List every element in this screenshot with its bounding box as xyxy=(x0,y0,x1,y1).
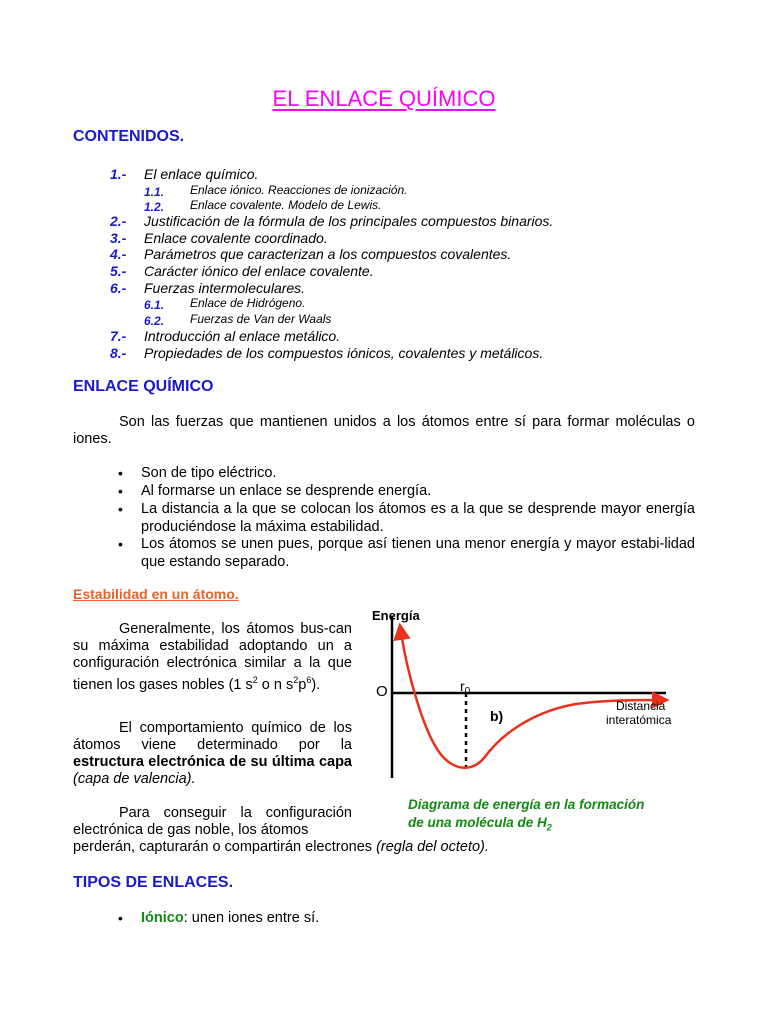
term: Iónico xyxy=(141,910,184,926)
list-item: Son de tipo eléctrico. xyxy=(141,465,277,481)
toc-number: 6.2. xyxy=(144,314,165,328)
list-item: Los átomos se unen pues, porque así tienen una menor energía y mayor estabi-lidad que estando separado. xyxy=(141,536,695,570)
text-run: perderán, capturarán o compartirán electrones xyxy=(73,839,377,855)
toc-text: Enlace covalente. Modelo de Lewis. xyxy=(190,198,382,212)
toc-number: 7.- xyxy=(110,328,127,344)
toc-item-6[interactable] xyxy=(110,280,306,298)
toc-text: Propiedades de los compuestos iónicos, covalentes y metálicos. xyxy=(144,345,544,361)
energy-curve xyxy=(400,626,666,768)
toc-number: 4.- xyxy=(110,246,127,262)
toc-text: Parámetros que caracterizan a los compuestos covalentes. xyxy=(144,246,512,262)
y-axis-label: Energía xyxy=(372,608,420,623)
term-description: : unen iones entre sí. xyxy=(183,910,320,926)
toc-number: 1.1. xyxy=(144,185,165,199)
toc-number: 6.1. xyxy=(144,298,165,312)
toc-number: 6.- xyxy=(110,280,127,296)
text-run: o n s xyxy=(257,676,294,693)
r0-subscript: 0 xyxy=(464,686,471,697)
caption-line-2 xyxy=(408,814,644,837)
bullet-dot: • xyxy=(118,483,123,499)
caption-subscript: 2 xyxy=(546,822,552,833)
bullet-dot: • xyxy=(118,536,123,552)
toc-item-5[interactable] xyxy=(110,263,374,281)
italic-text: (capa de valencia). xyxy=(73,771,196,787)
toc-text: Introducción al enlace metálico. xyxy=(144,328,341,344)
bullet-dot: • xyxy=(118,910,123,926)
tipos-item-ionico xyxy=(141,910,319,926)
estabilidad-paragraph-2 xyxy=(73,720,352,788)
toc-text: Enlace de Hidrógeno. xyxy=(190,296,306,310)
bold-text: estructura electrónica de su última capa xyxy=(73,754,352,770)
toc-number: 1.- xyxy=(110,166,127,182)
estabilidad-paragraph-3b xyxy=(73,839,695,856)
toc-text: Fuerzas de Van der Waals xyxy=(190,312,332,326)
tipos-heading: TIPOS DE ENLACES. xyxy=(73,874,234,891)
caption-text: de una molécula de H xyxy=(408,815,547,830)
toc-item-4[interactable] xyxy=(110,246,512,264)
toc-item-7[interactable] xyxy=(110,328,341,346)
toc-text: Justificación de la fórmula de los principales compuestos binarios. xyxy=(144,213,554,229)
toc-text: Fuerzas intermoleculares. xyxy=(144,280,306,296)
energy-diagram-svg xyxy=(366,598,696,794)
superscript: 2 xyxy=(252,675,258,685)
page-title: EL ENLACE QUÍMICO xyxy=(272,86,496,111)
figure-caption xyxy=(408,796,644,837)
list-item: La distancia a la que se colocan los átomos es a la que se desprende mayor energía produciéndose la máxima estabilidad. xyxy=(141,501,695,535)
toc-item-8[interactable] xyxy=(110,345,544,363)
bullet-dot: • xyxy=(118,465,123,481)
toc-number: 5.- xyxy=(110,263,127,279)
list-item: Al formarse un enlace se desprende energía. xyxy=(141,483,432,499)
italic-text: (regla del octeto). xyxy=(376,839,489,855)
text-run: p xyxy=(298,676,307,693)
text-run: Generalmente, los átomos bus-can su máxima estabilidad adoptando un a configuración electrónica similar a la que tienen los gases nobles (1 s xyxy=(73,621,352,693)
superscript: 6 xyxy=(306,675,312,685)
toc-text: Enlace covalente coordinado. xyxy=(144,230,328,246)
toc-number: 8.- xyxy=(110,345,127,361)
text-run: ). xyxy=(311,676,321,693)
superscript: 2 xyxy=(293,675,299,685)
toc-item-1[interactable] xyxy=(110,166,259,184)
toc-number: 1.2. xyxy=(144,200,165,214)
x-axis-label-line2: interatómica xyxy=(606,713,672,727)
toc-number: 3.- xyxy=(110,230,127,246)
estabilidad-heading: Estabilidad en un átomo. xyxy=(73,586,239,602)
toc-text: Carácter iónico del enlace covalente. xyxy=(144,263,374,279)
curve-label: b) xyxy=(490,708,504,724)
toc-text: Enlace iónico. Reacciones de ionización. xyxy=(190,183,408,197)
caption-line-1: Diagrama de energía en la formación xyxy=(408,797,645,812)
estabilidad-paragraph-3a: Para conseguir la configuración electrónica de gas noble, los átomos xyxy=(73,805,352,838)
text-run: El comportamiento químico de los átomos viene determinado por la xyxy=(73,720,352,753)
enlace-heading: ENLACE QUÍMICO xyxy=(73,378,214,395)
estabilidad-paragraph-1 xyxy=(73,621,352,694)
enlace-intro: Son las fuerzas que mantienen unidos a los átomos entre sí para formar moléculas o iones. xyxy=(73,414,695,447)
toc-text: El enlace químico. xyxy=(144,166,259,182)
origin-label: O xyxy=(376,683,388,700)
bullet-dot: • xyxy=(118,501,123,517)
r0-symbol: r xyxy=(460,678,465,694)
x-axis-label-line1: Distancia xyxy=(616,699,666,713)
energy-diagram xyxy=(366,598,696,794)
contents-heading: CONTENIDOS. xyxy=(73,128,185,145)
toc-number: 2.- xyxy=(110,213,127,229)
toc-item-2[interactable] xyxy=(110,213,554,231)
